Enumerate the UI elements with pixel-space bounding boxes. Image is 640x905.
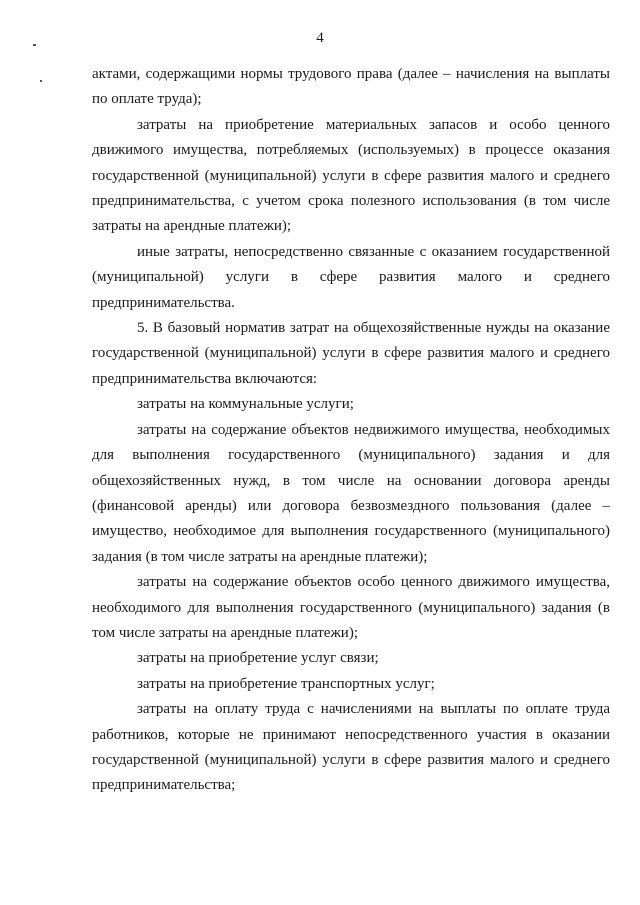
paragraph: актами, содержащими нормы трудового права (далее – начисления на выплаты по оплате труда); [92, 66, 610, 108]
paragraph: затраты на приобретение транспортных услуг; [137, 675, 435, 692]
paragraph: затраты на оплату труда с начислениями на выплаты по оплате труда работников, которые не принимают непосредственного участия в оказании государственной (муниципальной) услуги в сфере развития малого и среднего предпринимательства; [92, 701, 610, 794]
document-body [92, 62, 610, 799]
scan-speck [40, 80, 42, 82]
paragraph: затраты на коммунальные услуги; [137, 396, 354, 413]
paragraph: затраты на приобретение материальных запасов и особо ценного движимого имущества, потребляемых (используемых) в процессе оказания государственной (муниципальной) услуги в сфере развития малого и среднего предпринимательства, с учетом срока полезного использования (в том числе затраты на арендные платежи); [92, 116, 610, 235]
paragraph: затраты на содержание объектов особо ценного движимого имущества, необходимого для выполнения государственного (муниципального) задания (в том числе затраты на арендные платежи); [92, 574, 610, 641]
page-number: 4 [316, 30, 324, 46]
paragraph: 5. В базовый норматив затрат на общехозяйственные нужды на оказание государственной (муниципальной) услуги в сфере развития малого и среднего предпринимательства включаются: [92, 320, 610, 387]
paragraph: затраты на приобретение услуг связи; [137, 650, 379, 667]
paragraph: иные затраты, непосредственно связанные с оказанием государственной (муниципальной) услуги в сфере развития малого и среднего предпринимательства. [92, 243, 610, 311]
paragraph: затраты на содержание объектов недвижимого имущества, необходимых для выполнения государственного (муниципального) задания и для общехозяйственных нужд, в том числе на основании договора аренды (финансовой аренды) или договора безвозмездного пользования (далее – имущество, необходимое для выполнения государственного (муниципального) задания (в том числе затраты на арендные платежи); [92, 421, 610, 565]
